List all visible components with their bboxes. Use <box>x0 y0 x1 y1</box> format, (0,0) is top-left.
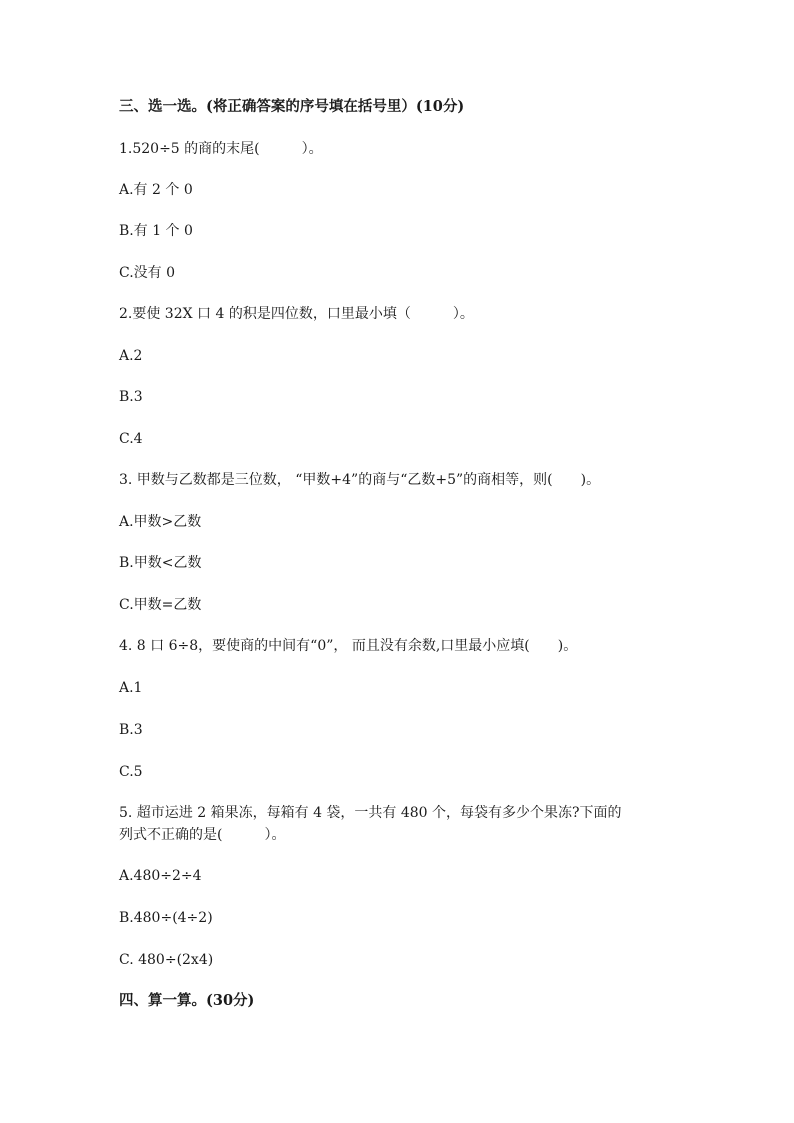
q3-option-c: C.甲数=乙数 <box>119 597 202 613</box>
q5-option-a: A.480÷2÷4 <box>119 868 202 884</box>
q1-stem: 1.520÷5 的商的末尾( ）。 <box>119 141 323 157</box>
q5-option-b: B.480÷(4÷2) <box>119 910 213 926</box>
q2-option-a: A.2 <box>119 348 143 364</box>
q2-option-b: B.3 <box>119 389 143 405</box>
q5-stem-line2: 列式不正确的是( ）。 <box>119 827 286 843</box>
q4-option-c: C.5 <box>119 764 143 780</box>
q3-stem: 3. 甲数与乙数都是三位数， “甲数+4”的商与“乙数+5”的商相等，则( )。 <box>119 472 601 488</box>
q2-stem: 2.要使 32X 口 4 的积是四位数，口里最小填（ ）。 <box>119 306 474 322</box>
q5-stem-line1: 5. 超市运进 2 箱果冻，每箱有 4 袋，一共有 480 个，每袋有多少个果冻?下面的 <box>119 805 622 821</box>
section3-heading: 三、选一选。(将正确答案的序号填在括号里）(10分) <box>119 98 465 115</box>
section4-heading: 四、算一算。(30分) <box>119 992 255 1009</box>
q3-option-b: B.甲数<乙数 <box>119 555 202 571</box>
q1-option-a: A.有 2 个 0 <box>119 182 193 198</box>
q4-option-a: A.1 <box>119 680 143 696</box>
q3-option-a: A.甲数>乙数 <box>119 514 202 530</box>
q4-stem: 4. 8 口 6÷8，要使商的中间有“0”， 而且没有余数,口里最小应填( )。 <box>119 638 578 654</box>
q4-option-b: B.3 <box>119 722 143 738</box>
q1-option-b: B.有 1 个 0 <box>119 223 193 239</box>
q2-option-c: C.4 <box>119 431 143 447</box>
q5-option-c: C. 480÷(2x4) <box>119 952 214 968</box>
q1-option-c: C.没有 0 <box>119 265 176 281</box>
